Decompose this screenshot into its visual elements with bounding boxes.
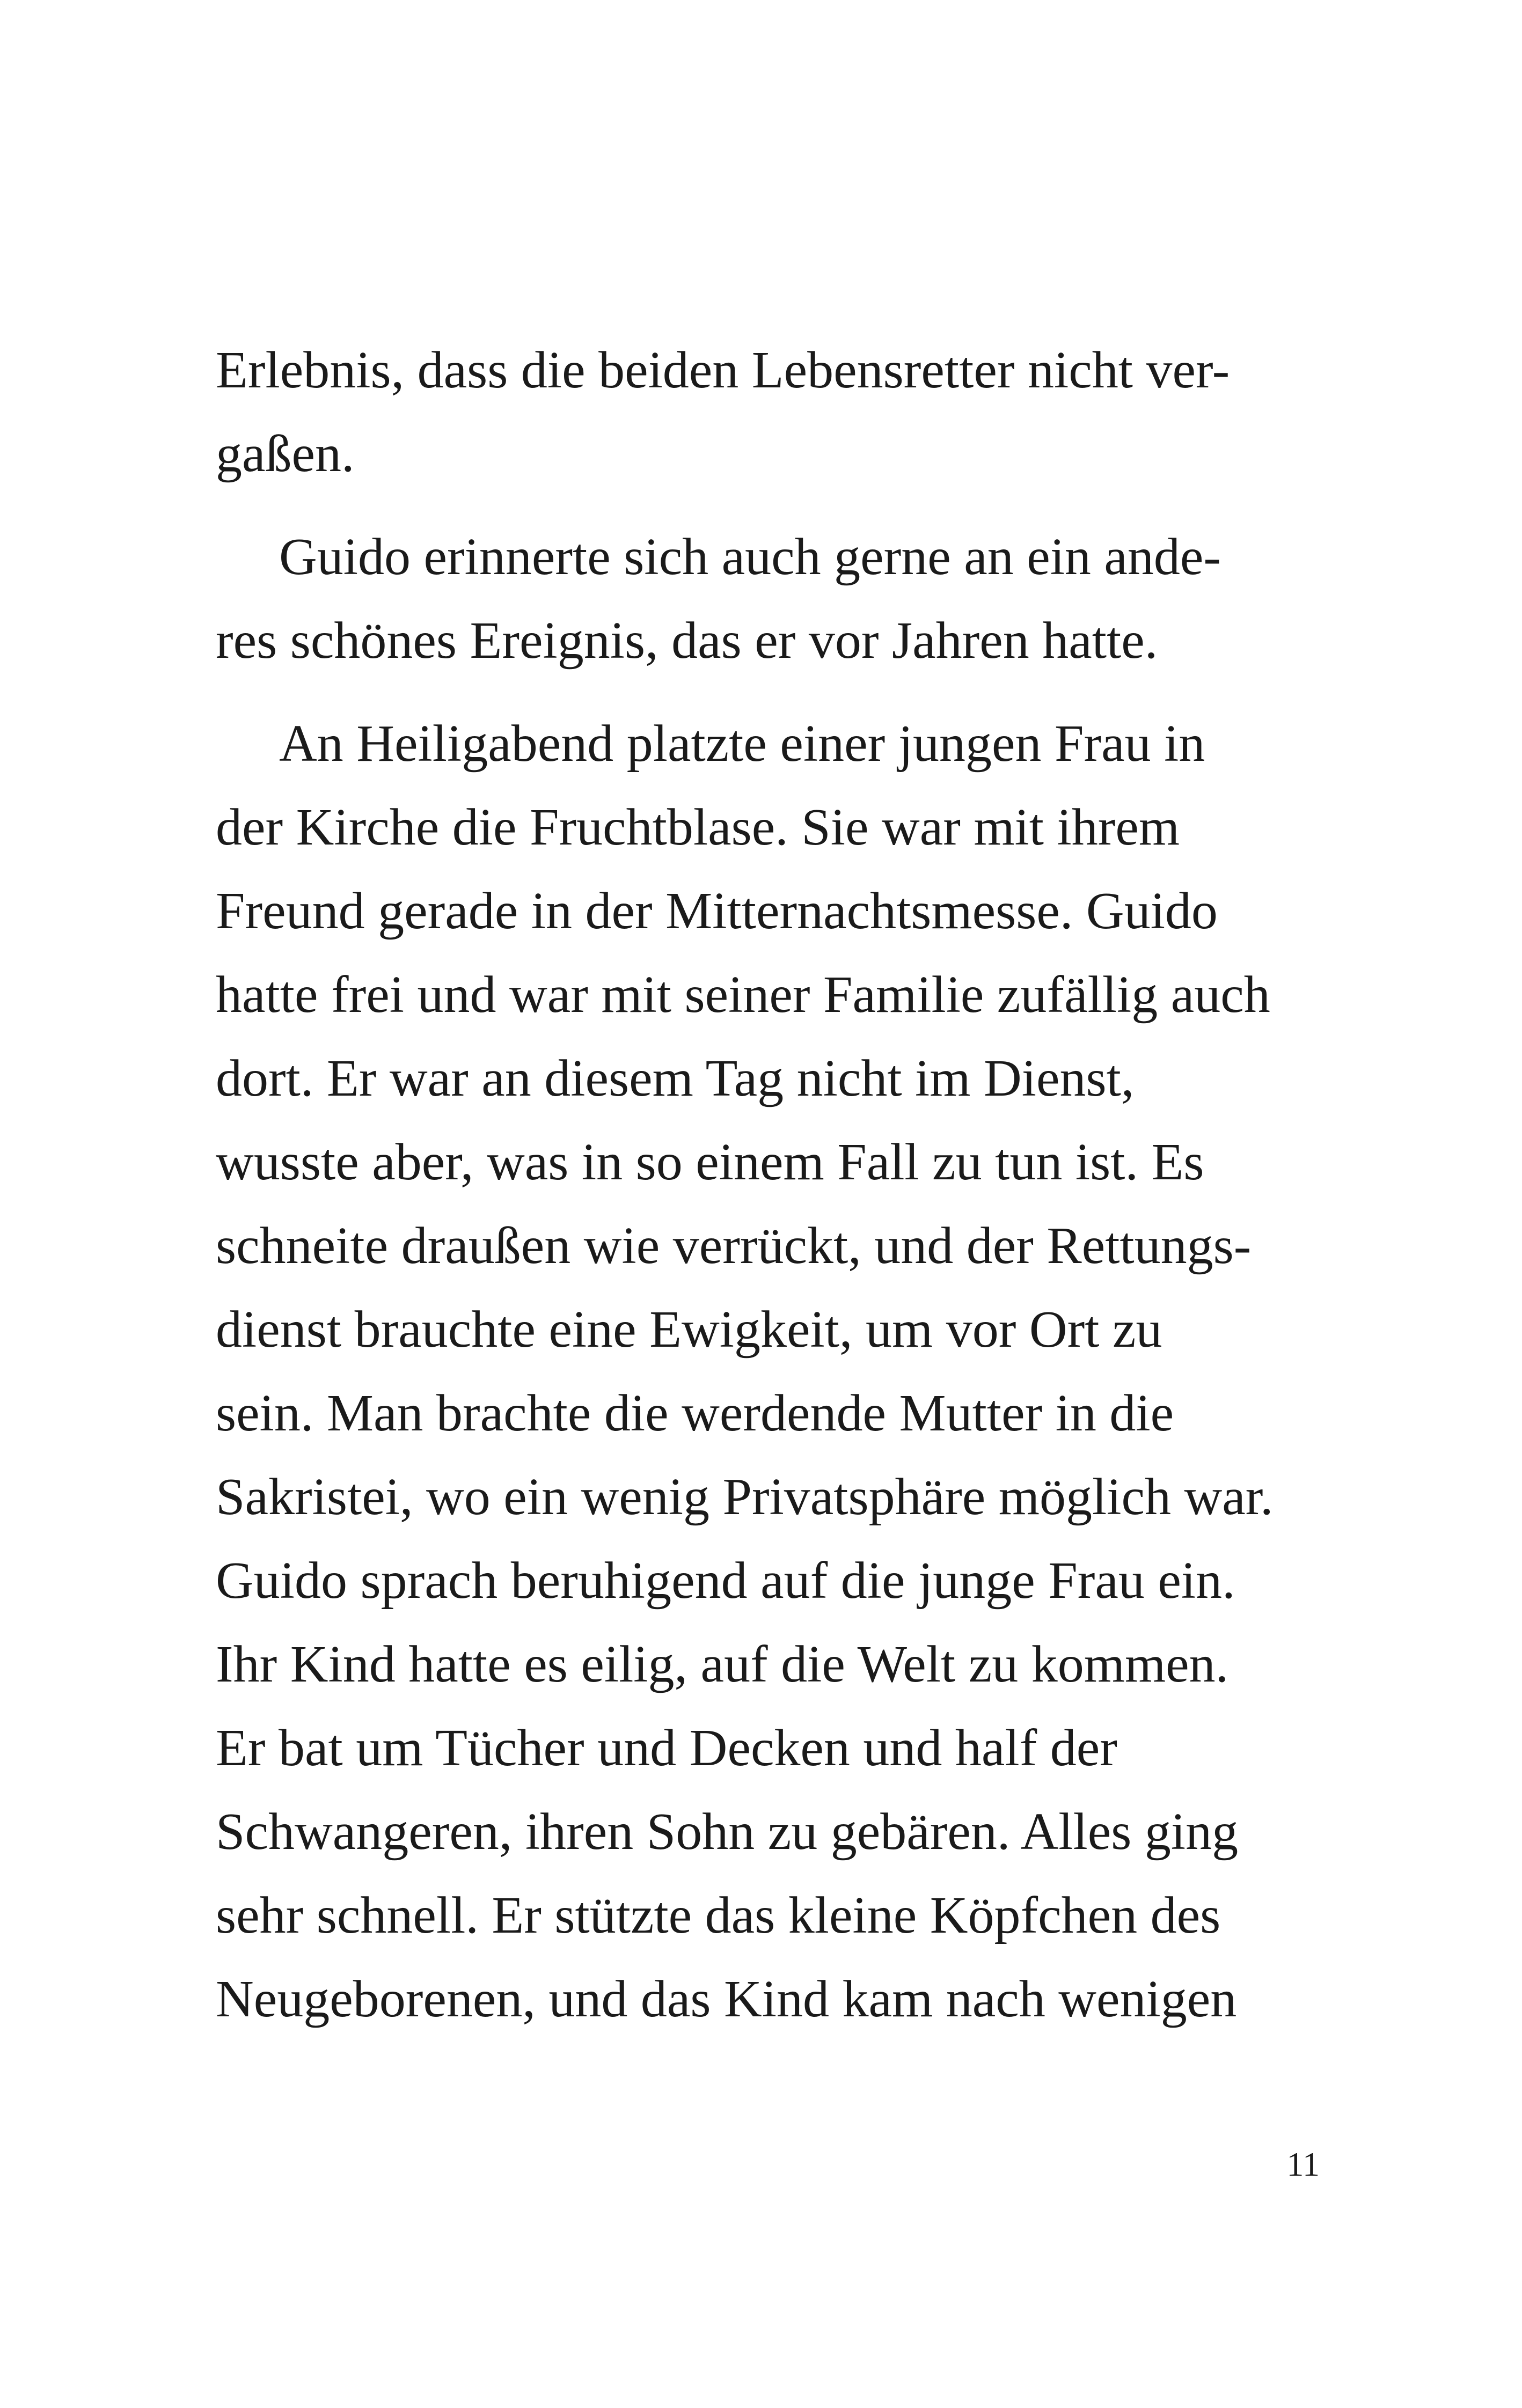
text-line: dienst brauchte eine Ewigkeit, um vor Ort zu (216, 1301, 1162, 1359)
page-number: 11 (1286, 2145, 1320, 2183)
text-line: An Heiligabend platzte einer jungen Frau in (279, 715, 1205, 773)
text-line: wusste aber, was in so einem Fall zu tun ist. Es (216, 1133, 1204, 1191)
text-line: Sakristei, wo ein wenig Privatsphäre möglich war. (216, 1468, 1274, 1526)
body-text (216, 328, 1332, 2041)
text-line: Ihr Kind hatte es eilig, auf die Welt zu kommen. (216, 1635, 1229, 1693)
text-line: Neugeborenen, und das Kind kam nach wenigen (216, 1970, 1237, 2028)
text-line: Guido sprach beruhigend auf die junge Frau ein. (216, 1552, 1235, 1610)
paragraph-3 (216, 702, 1332, 2041)
text-line: Erlebnis, dass die beiden Lebensretter nicht ver- (216, 341, 1230, 399)
text-line: Freund gerade in der Mitternachtsmesse. Guido (216, 882, 1218, 940)
text-line: res schönes Ereignis, das er vor Jahren hatte. (216, 612, 1158, 670)
text-line: dort. Er war an diesem Tag nicht im Dienst, (216, 1049, 1135, 1107)
text-line: sehr schnell. Er stützte das kleine Köpfchen des (216, 1886, 1221, 1944)
text-line: schneite draußen wie verrückt, und der Rettungs- (216, 1217, 1252, 1275)
text-line: Guido erinnerte sich auch gerne an ein ande- (279, 528, 1221, 586)
paragraph-2 (216, 515, 1332, 682)
text-line: gaßen. (216, 425, 355, 483)
text-line: Schwangeren, ihren Sohn zu gebären. Alles ging (216, 1803, 1239, 1861)
paragraph-1 (216, 328, 1332, 496)
text-line: sein. Man brachte die werdende Mutter in die (216, 1384, 1174, 1442)
text-line: Er bat um Tücher und Decken und half der (216, 1719, 1117, 1777)
text-line: der Kirche die Fruchtblase. Sie war mit ihrem (216, 798, 1180, 856)
text-line: hatte frei und war mit seiner Familie zufällig auch (216, 966, 1270, 1024)
